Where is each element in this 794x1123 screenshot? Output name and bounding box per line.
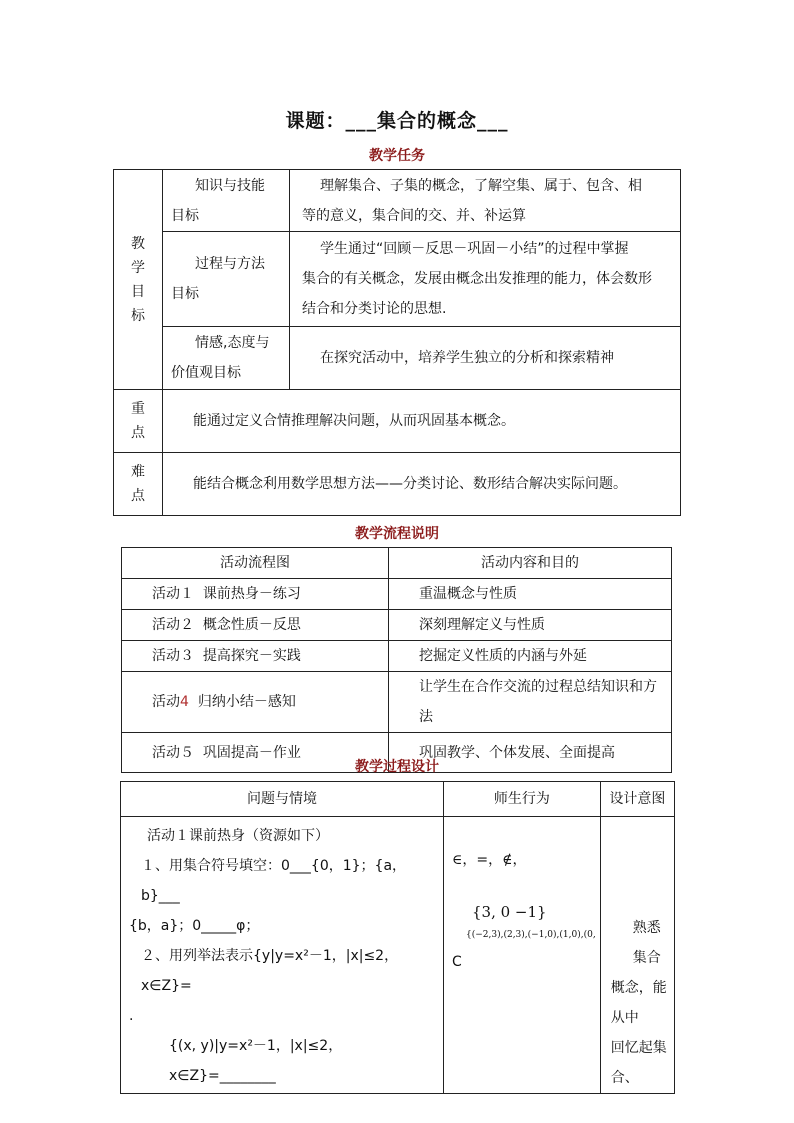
flow-content: 巩固教学、个体发展、全面提高	[389, 733, 672, 773]
answer-line: C	[452, 954, 462, 970]
activity-name: 提高探究－实践	[202, 648, 301, 664]
flow-activity	[122, 672, 389, 733]
goal-category	[163, 232, 290, 327]
goals-group-label	[114, 170, 163, 390]
key-point-label	[114, 390, 163, 453]
goal-category	[163, 170, 290, 232]
activity-number: 活动５	[152, 744, 194, 761]
goal-category-line: 过程与方法	[195, 256, 265, 272]
flow-table	[121, 547, 672, 773]
goal-description	[290, 327, 681, 390]
answer-pairs: {(−2,3),(2,3),(−1,0),(1,0),(0,	[466, 930, 596, 940]
difficult-point-text: 能结合概念利用数学思想方法——分类讨论、数形结合解决实际问题。	[163, 453, 681, 516]
goal-desc-line: 集合的有关概念，发展由概念出发推理的能力，体会数形	[302, 271, 652, 287]
teacher-student-cell	[444, 817, 601, 1094]
key-label-char: 点	[131, 425, 145, 441]
key-label-char: 重	[131, 401, 145, 417]
goal-category-line: 价值观目标	[171, 365, 241, 381]
page-title: 课题：___集合的概念___	[285, 110, 509, 132]
question-line: １、用集合符号填空：0___{0，1}；{a，b}___	[141, 858, 407, 904]
process-header: 问题与情境	[121, 782, 444, 817]
section-heading-tasks: 教学任务	[369, 148, 425, 164]
section-heading-process: 教学过程设计	[355, 759, 439, 775]
activity-number: 活动３	[152, 648, 194, 664]
goal-category-line: 目标	[171, 207, 199, 224]
design-intent-cell	[600, 817, 674, 1094]
flow-header: 活动流程图	[122, 548, 389, 579]
flow-activity	[122, 610, 389, 641]
goals-group-char: 学	[131, 259, 145, 276]
activity-name: 归纳小结－感知	[197, 694, 296, 710]
activity-name: 巩固提高－作业	[202, 744, 301, 761]
hard-label-char: 难	[131, 464, 145, 480]
goal-desc-line: 结合和分类讨论的思想.	[302, 301, 447, 317]
flow-content: 挖掘定义性质的内涵与外延	[389, 641, 672, 672]
question-line: 活动１课前热身（资源如下）	[147, 828, 329, 844]
goal-category	[163, 327, 290, 390]
goal-category-line: 知识与技能	[195, 177, 265, 194]
flow-header: 活动内容和目的	[389, 548, 672, 579]
question-line: {b，a}；0_____φ；	[129, 918, 260, 934]
answer-set: {3, 0 −1}	[472, 903, 547, 921]
flow-activity	[122, 641, 389, 672]
goals-group-char: 教	[131, 235, 145, 252]
question-line: {(x, y)|y=x²－1，|x|≤2，x∈Z}=________	[169, 1038, 343, 1084]
intent-line: 熟悉集合	[632, 920, 661, 966]
question-line: ２、用列举法表示{y|y=x²－1，|x|≤2，x∈Z}=	[141, 948, 399, 994]
hard-label-char: 点	[131, 488, 145, 504]
process-table	[120, 781, 675, 1094]
flow-content: 让学生在合作交流的过程总结知识和方法	[389, 672, 672, 733]
goal-desc-line: 学生通过“回顾－反思－巩固－小结”的过程中掌握	[320, 241, 629, 257]
intent-line: 概念，能从中	[610, 980, 667, 1026]
key-point-text: 能通过定义合情推理解决问题，从而巩固基本概念。	[163, 390, 681, 453]
activity-name: 概念性质－反思	[202, 617, 301, 633]
goals-group-char: 标	[131, 307, 145, 324]
goal-desc-line: 等的意义，集合间的交、并、补运算	[302, 207, 526, 224]
goal-description	[290, 232, 681, 327]
flow-content: 深刻理解定义与性质	[389, 610, 672, 641]
section-heading-flow: 教学流程说明	[355, 526, 439, 542]
activity-number-red: 4	[180, 694, 189, 710]
process-header: 师生行为	[444, 782, 601, 817]
flow-content: 重温概念与性质	[389, 579, 672, 610]
intent-line: 回忆起集合、	[610, 1040, 667, 1086]
goals-table	[113, 169, 681, 516]
flow-activity	[122, 579, 389, 610]
goal-desc-line: 理解集合、子集的概念，了解空集、属于、包含、相	[320, 177, 642, 194]
process-header: 设计意图	[600, 782, 674, 817]
activity-name: 课前热身－练习	[202, 586, 301, 602]
question-line: .	[129, 1008, 134, 1024]
goal-category-line: 情感,态度与	[195, 335, 270, 351]
activity-number: 活动	[152, 694, 180, 710]
difficult-point-label	[114, 453, 163, 516]
goal-category-line: 目标	[171, 286, 199, 302]
question-cell	[121, 817, 444, 1094]
goal-description	[290, 170, 681, 232]
activity-number: 活动２	[152, 617, 194, 633]
goal-desc-line: 在探究活动中，培养学生独立的分析和探索精神	[320, 350, 614, 366]
goals-group-char: 目	[131, 283, 145, 300]
activity-number: 活动１	[152, 586, 194, 602]
answer-line: ∈，=，∉，	[452, 852, 527, 868]
